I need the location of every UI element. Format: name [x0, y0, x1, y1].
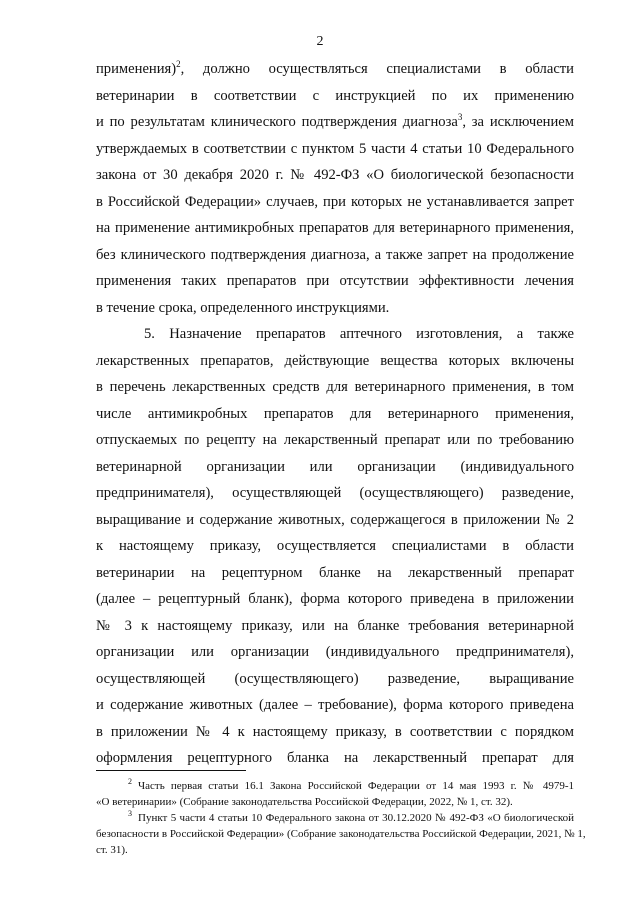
text-fragment: , должно осуществляться специалистами в области [180, 61, 574, 77]
text-line: осуществляющей (осуществляющего) разведение, выращивание [96, 670, 574, 687]
footnote-ref-3: 3 [457, 112, 463, 123]
text-line: ветеринарной организации или организации (индивидуального [96, 458, 574, 475]
text-line: в Российской Федерации» случаев, при которых не устанавливается запрет [96, 193, 574, 210]
text-line: оформления рецептурного бланка на лекарственный препарат для [96, 750, 574, 766]
text-line: закона от 30 декабря 2020 г. № 492-ФЗ «О биологической безопасности [96, 167, 574, 183]
footnote-line: безопасности в Российской Федерации» (Собрание законодательства Российской Федерации, 2021, № 1, [96, 828, 586, 840]
text-line: выращивание и содержание животных, содержащегося в приложении № 2 [96, 511, 574, 528]
main-text [96, 56, 574, 772]
footnote-mark-3: 3 [128, 809, 132, 819]
text-line: организации или организации (индивидуального предпринимателя), [96, 644, 574, 660]
text-fragment: и по результатам клинического подтверждения диагноза [96, 114, 458, 130]
text-line: отпускаемых по рецепту на лекарственный препарат или по требованию [96, 432, 574, 448]
text-line: утверждаемых в соответствии с пунктом 5 части 4 статьи 10 Федерального [96, 140, 574, 157]
text-line: на применение антимикробных препаратов для ветеринарного применения, [96, 220, 574, 236]
text-line: в течение срока, определенного инструкциями. [96, 299, 390, 316]
text-line: ветеринарии в соответствии с инструкцией по их применению [96, 87, 574, 104]
text-line: и содержание животных (далее – требование), форма которого приведена [96, 697, 574, 713]
footnote-line [96, 810, 574, 826]
page-number: 2 [316, 34, 324, 49]
text-line [96, 56, 574, 83]
footnote-ref-2: 2 [176, 59, 181, 70]
footnote-mark-2: 2 [128, 777, 132, 787]
text-line: в приложении № 4 к настоящему приказу, в соответствии с порядком [96, 723, 574, 740]
text-line: № 3 к настоящему приказу, или на бланке требования ветеринарной [96, 617, 574, 634]
text-line: без клинического подтверждения диагноза, а также запрет на продолжение [96, 246, 574, 263]
text-fragment: Часть первая статьи 16.1 Закона Российской Федерации от 14 мая 1993 г. № 4979-1 [138, 780, 574, 792]
text-line: предпринимателя), осуществляющей (осуществляющего) разведение, [96, 485, 574, 501]
text-line: 5. Назначение препаратов аптечного изготовления, а также [144, 326, 574, 342]
text-line [96, 109, 574, 136]
text-line: числе антимикробных препаратов для ветеринарного применения, [96, 405, 574, 422]
footnote-line [96, 778, 574, 794]
text-line: ветеринарии на рецептурном бланке на лекарственный препарат [96, 564, 574, 581]
footnote-line: ст. 31). [96, 844, 128, 856]
text-fragment: применения) [96, 61, 177, 77]
footnotes [96, 777, 586, 858]
text-line: к настоящему приказу, осуществляется специалистами в области [96, 538, 574, 554]
footnote-divider [96, 770, 246, 771]
text-line: в перечень лекарственных средств для ветеринарного применения, в том [96, 379, 574, 395]
footnote-line: «О ветеринарии» (Собрание законодательства Российской Федерации, 2022, № 1, ст. 32). [96, 796, 513, 808]
text-fragment: Пункт 5 части 4 статьи 10 Федерального закона от 30.12.2020 № 492-ФЗ «О биологической [138, 812, 574, 824]
text-fragment: , за исключением [462, 114, 575, 130]
text-line: применения таких препаратов при отсутствии эффективности лечения [96, 273, 574, 289]
text-line: лекарственных препаратов, действующие вещества которых включены [96, 352, 574, 369]
text-line: (далее – рецептурный бланк), форма которого приведена в приложении [96, 591, 574, 607]
